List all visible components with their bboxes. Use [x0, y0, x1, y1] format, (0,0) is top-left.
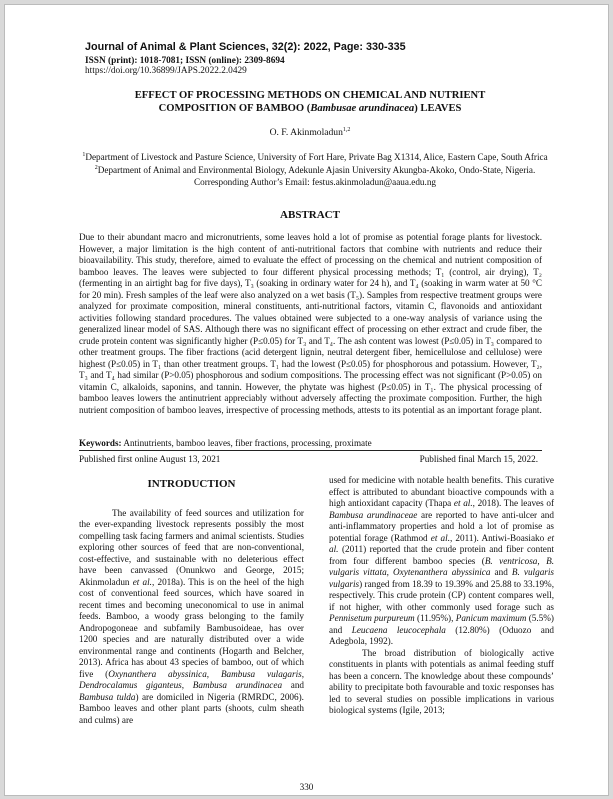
journal-citation: Journal of Animal & Plant Sciences, 32(2): 2022, Page: 330-335 — [85, 41, 406, 53]
abstract-text: Due to their abundant macro and micronutrients, some leaves hold a lot of promise as potential forage plants for livestock. However, a major limitation is the high content of anti-nutritional factors that combine with nutrients and reduce their bioavailability. This study, therefore, aimed to evaluate the effect of processing on the chemical and nutrient composition of bamboo leaves. The leaves were subjected to four different physical processing methods; T₁ (control, air drying), T₂ (fermenting in an airtight bag for five days), T₃ (soaking in ordinary water for 24 h), and T₄ (soaking in warm water at 50 °C for 20 min). Fresh samples of the leaf were also analyzed on a wet basis (T₅). Samples from respective treatment groups were analyzed for proximate composition, mineral constituents, anti-nutritional factors, vitamin C, flavonoids and antioxidant activities following standard procedures. The values obtained were subjected to a one-way analysis of variance using the generalized linear model of SAS. Although there was no significant effect of processing on ether extract and crude fiber, the crude protein content was significantly higher (P≤0.05) for T₃ and T₄. The ash content was lowest (P≤0.05) in T₃ compared to other treatment groups. The fiber fractions (acid detergent lignin, neutral detergent fiber, hemicellulose and cellulose) were highest (P≤0.05) in T₁ than other treatment groups. T₁ had the lowest (P≤0.05) for phosphorous and potassium. However, T₂, T₃ and T₄ had similar (P>0.05) phosphorous and sodium compositions. The processing effect was not significant (P>0.05) on vitamin C, alkaloids, saponins, and tannin. However, the phytate was highest (P≤0.05) in T₁. The physical processing of bamboo leaves lowers the antinutrient appreciably without adversely affecting the proximate composition. Further, the high nutrient composition of bamboo leaves, irrespective of processing methods, attests to its potential as an important forage plant. — [79, 232, 542, 415]
intro-paragraph-1-cont — [329, 475, 554, 648]
paper-title — [65, 89, 555, 115]
affiliation-text: Department of Livestock and Pasture Science, University of Fort Hare, Private Bag X1314, Alice, Eastern Cape, South Africa — [85, 152, 548, 163]
body-text: (2011) reported that the crude protein and fiber content from four different bamboo species ( — [329, 544, 554, 566]
italic-text: et al. — [132, 576, 152, 587]
right-column — [329, 475, 554, 717]
left-column — [79, 475, 304, 726]
keywords — [79, 438, 542, 448]
affiliation-2 — [80, 163, 550, 176]
author-line — [65, 127, 555, 138]
body-text: ) are domiciled in Nigeria (RMRDC, 2006). Bamboo leaves and other plant parts (shoots, culm sheath and culms) are — [79, 691, 304, 725]
affiliation-sup: 1 — [82, 152, 86, 158]
intro-paragraph-1 — [79, 508, 304, 727]
doi-link[interactable]: https://doi.org/10.36899/JAPS.2022.2.0429 — [85, 66, 247, 76]
introduction-heading: INTRODUCTION — [147, 478, 236, 490]
body-text: and — [282, 680, 305, 690]
title-text: COMPOSITION OF BAMBOO ( — [158, 103, 311, 114]
issn-line: ISSN (print): 1018-7081; ISSN (online): 2309-8694 — [85, 56, 285, 66]
page-number: 330 — [299, 782, 314, 792]
body-text: used for medicine with notable health benefits. This curative effect is attributed to abundant bioactive compounds with a high antioxidant capacity (Thapa — [329, 475, 554, 508]
italic-text: Bambusa arundinaceae — [329, 509, 418, 520]
italic-text: B. vulgaris vulgaris — [329, 567, 554, 589]
body-text: The availability of feed sources and utilization for the ever-expanding livestock represents possibly the most compelling task facing farmers and animal scientists. Studies exploring other sources of feed that are non-conventional, cost-effective, and sustainable with no deleterious effect have been canvassed (Onunkwo and George, 2015; Akinmoladun — [79, 507, 304, 587]
body-text: , 2018). The leaves of — [472, 498, 554, 508]
species-name: Bambusae arundinacea — [310, 103, 415, 114]
italic-text: et al. — [430, 532, 450, 543]
body-text: , 2011). Antiwi-Boasiako — [450, 532, 548, 543]
body-text: and — [490, 567, 512, 577]
title-line-2 — [65, 102, 555, 115]
italic-text: Leucaena leucocephala — [351, 624, 446, 635]
body-text: , 2018a). This is on the heel of the high cost of conventional feed sources, which have soared in recent times and becoming uneconomical to use in animal feeds. Bamboo, a woody grass belonging to the family Andropogoneae and subfamily Bambusoideae, has over 1200 species and are naturally distributed over a wide environmental range and continents (Hogarth and Belcher, 2013). Africa has about 43 species of bamboo, out of which five ( — [79, 576, 304, 679]
body-text: (12.80%) (Oduozo and Adegbola, 1992). — [329, 624, 555, 646]
italic-text: et al. — [329, 532, 555, 554]
published-first-online: Published first online August 13, 2021 — [79, 454, 221, 464]
abstract-heading: ABSTRACT — [280, 209, 340, 221]
keywords-label: Keywords: — [79, 438, 122, 448]
body-text: are reported to have anti-ulcer and anti-inflammatory properties and hold a lot of promise as potential forage (Rathmod — [329, 509, 554, 543]
divider — [79, 450, 542, 451]
intro-paragraph-2: The broad distribution of biologically active constituents in plants with potentials as animal feeding stuff has been a concern. The knowledge about these compounds’ ability to precipitate both favourable and toxic responses has led to several studies on possible implications in various biological systems (Igile, 2013; — [329, 647, 554, 715]
italic-text: Pennisetum purpureum — [329, 613, 415, 623]
italic-text: Oxynanthera abyssinica, Bambusa vulagaris, Dendrocalamus giganteus, Bambusa arundinacea — [79, 668, 304, 690]
author-affiliation-sup: 1,2 — [342, 127, 351, 133]
affiliations — [80, 150, 550, 188]
title-line-1: EFFECT OF PROCESSING METHODS ON CHEMICAL AND NUTRIENT — [134, 90, 486, 101]
corresponding-author: Corresponding Author’s Email: festus.akinmoladun@aaua.edu.ng — [193, 176, 437, 187]
italic-text: Bambusa tulda — [79, 691, 136, 702]
affiliation-text: Department of Animal and Environmental Biology, Adekunle Ajasin University Akungba-Akoko, Ondo-State, Nigeria. — [97, 165, 536, 176]
body-text: (5.5%) and — [329, 613, 554, 635]
italic-text: et al. — [453, 498, 473, 508]
body-text: (11.95%), — [414, 613, 456, 623]
italic-text: B. ventricosa, B. vulgaris vittata, Oxytenanthera abyssinica — [329, 555, 554, 577]
paper-page — [4, 4, 609, 796]
affiliation-sup: 2 — [94, 165, 98, 172]
affiliation-1 — [80, 150, 550, 163]
keywords-text: Antinutrients, bamboo leaves, fiber fractions, processing, proximate — [123, 438, 372, 448]
published-final: Published final March 15, 2022. — [419, 454, 538, 464]
italic-text: Panicum maximum — [455, 613, 527, 623]
author-name: O. F. Akinmoladun — [269, 127, 343, 139]
title-text: ) LEAVES — [414, 103, 462, 114]
body-text: ) ranged from 18.39 to 19.39% and 25.88 to 33.19%, respectively. This crude protein (CP) content compares well, if not higher, with other commonly used forage such as — [329, 578, 554, 612]
